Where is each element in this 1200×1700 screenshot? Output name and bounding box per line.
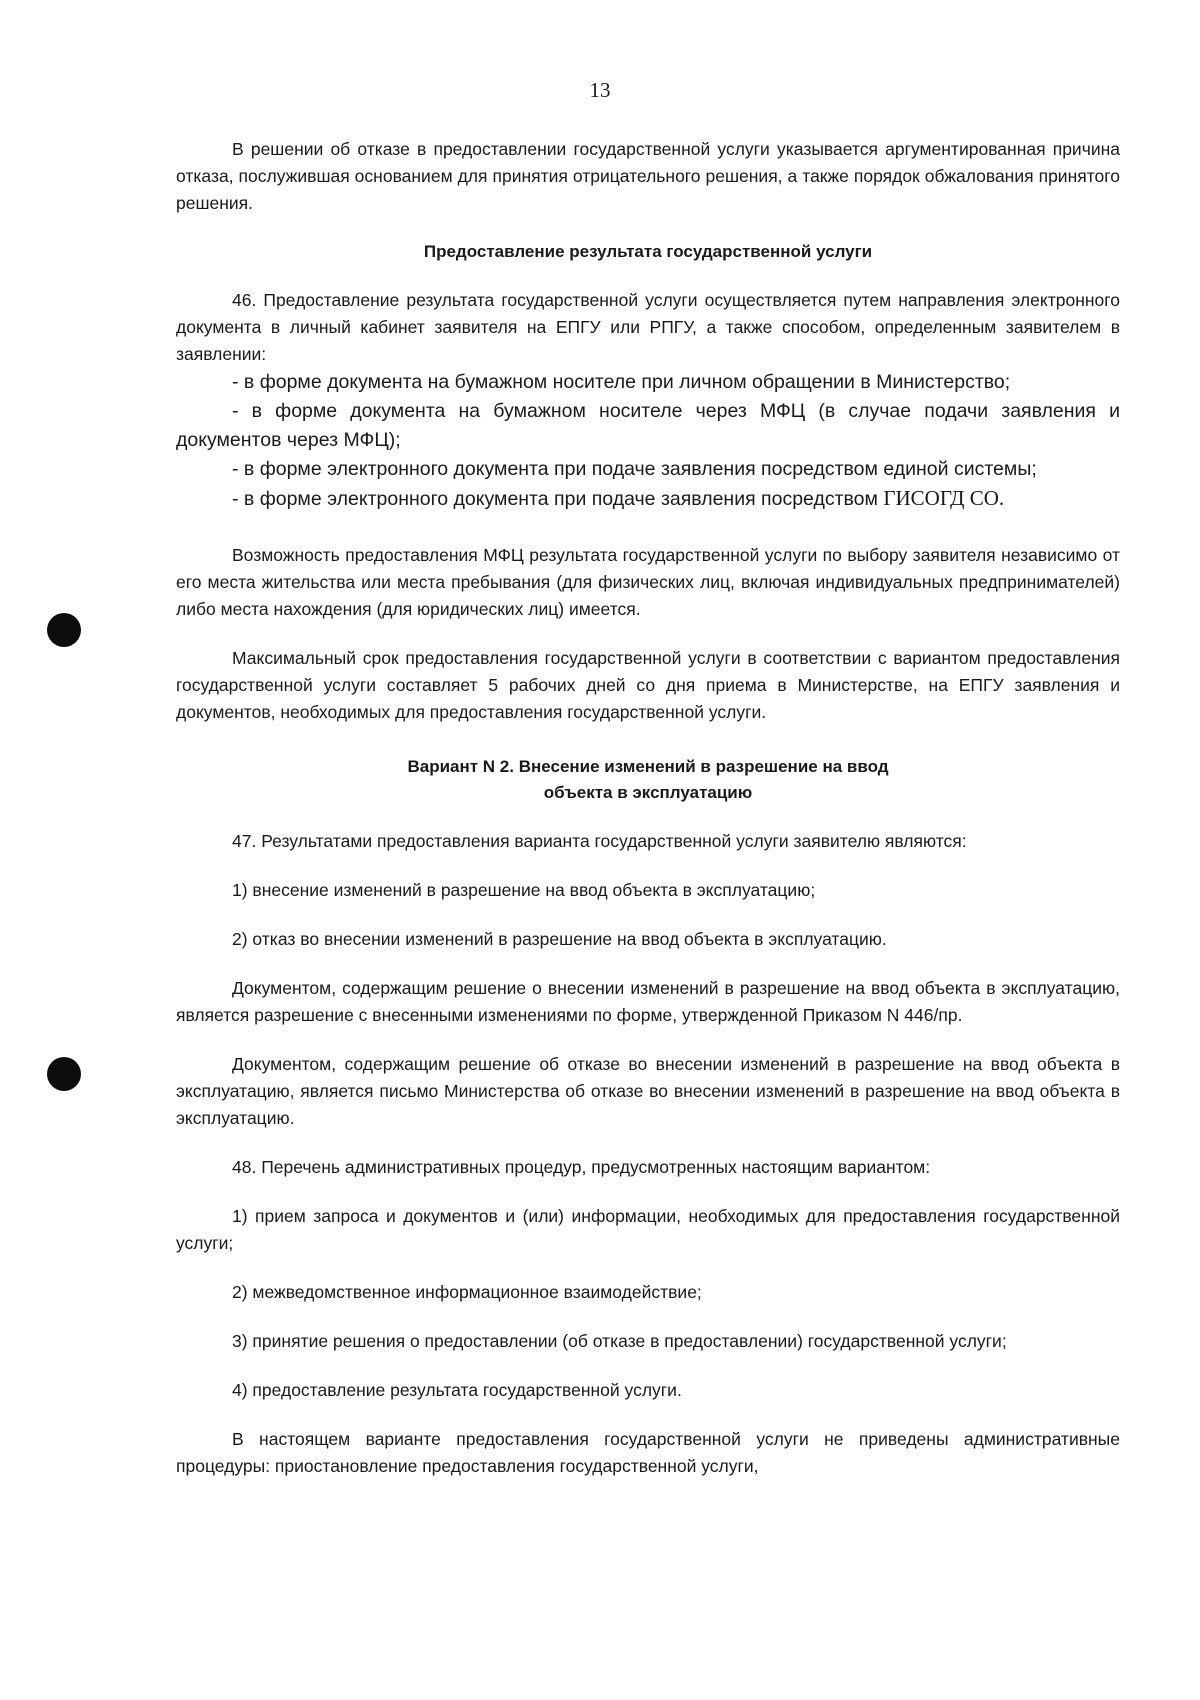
- procedure-item-2: 2) межведомственное информационное взаимодействие;: [232, 1282, 702, 1302]
- paragraph-max-term: Максимальный срок предоставления государственной услуги в соответствии с вариантом предоставления государственной услуги составляет 5 рабочих дней со дня приема в Министерстве, на ЕПГУ заявления и документов, необходимых для предоставления государственной услуги.: [176, 648, 1120, 722]
- heading-variant-2-line-2: объекта в эксплуатацию: [543, 783, 753, 802]
- paragraph-46: 46. Предоставление результата государственной услуги осуществляется путем направления электронного документа в личный кабинет заявителя на ЕПГУ или РПГУ, а также способом, определенным заявителем в заявлении:: [176, 290, 1120, 364]
- paragraph-not-included-procedures: В настоящем варианте предоставления государственной услуги не приведены административные процедуры: приостановление предоставления государственной услуги,: [176, 1429, 1120, 1476]
- result-item-2: 2) отказ во внесении изменений в разрешение на ввод объекта в эксплуатацию.: [232, 929, 887, 949]
- heading-variant-2-line-1: Вариант N 2. Внесение изменений в разрешение на ввод: [407, 757, 889, 776]
- procedure-item-4: 4) предоставление результата государственной услуги.: [232, 1380, 682, 1400]
- binder-hole-bottom: [47, 1057, 81, 1091]
- paragraph-48: 48. Перечень административных процедур, предусмотренных настоящим вариантом:: [232, 1157, 931, 1177]
- result-item-1: 1) внесение изменений в разрешение на ввод объекта в эксплуатацию;: [232, 880, 816, 900]
- list-item-gisogd-text: - в форме электронного документа при подаче заявления посредством: [232, 488, 884, 510]
- paragraph-refusal-document: Документом, содержащим решение об отказе во внесении изменений в разрешение на ввод объекта в эксплуатацию, является письмо Министерства об отказе во внесении изменений в разрешение на ввод объекта в эксплуатацию.: [176, 1054, 1120, 1128]
- paragraph-change-document: Документом, содержащим решение о внесении изменений в разрешение на ввод объекта в эксплуатацию, является разрешение с внесенными изменениями по форме, утвержденной Приказом N 446/пр.: [176, 978, 1120, 1025]
- procedure-item-1: 1) прием запроса и документов и (или) информации, необходимых для предоставления государственной услуги;: [176, 1206, 1120, 1253]
- paragraph-refusal-decision: В решении об отказе в предоставлении государственной услуги указывается аргументированная причина отказа, послужившая основанием для принятия отрицательного решения, а также порядок обжалования принятого решения.: [176, 139, 1120, 213]
- paragraph-mfc-possibility: Возможность предоставления МФЦ результата государственной услуги по выбору заявителя независимо от его места жительства или места пребывания (для физических лиц, включая индивидуальных предпринимателей) либо места нахождения (для юридических лиц) имеется.: [176, 545, 1120, 619]
- list-item-unified-system: - в форме электронного документа при подаче заявления посредством единой системы;: [232, 458, 1037, 480]
- list-item-mfc: - в форме документа на бумажном носителе через МФЦ (в случае подачи заявления и документов через МФЦ);: [176, 400, 1120, 451]
- paragraph-47: 47. Результатами предоставления варианта государственной услуги заявителю являются:: [232, 831, 967, 851]
- page-number: 13: [589, 78, 611, 102]
- list-item-ministry: - в форме документа на бумажном носителе при личном обращении в Министерство;: [232, 371, 1011, 393]
- heading-result-provision: Предоставление результата государственной услуги: [423, 242, 873, 261]
- list-item-gisogd: [176, 484, 1120, 514]
- procedure-item-3: 3) принятие решения о предоставлении (об отказе в предоставлении) государственной услуги;: [232, 1331, 1007, 1351]
- binder-hole-top: [47, 613, 81, 647]
- gisogd-label: ГИСОГД СО.: [883, 486, 1005, 510]
- document-body: [176, 136, 1120, 1480]
